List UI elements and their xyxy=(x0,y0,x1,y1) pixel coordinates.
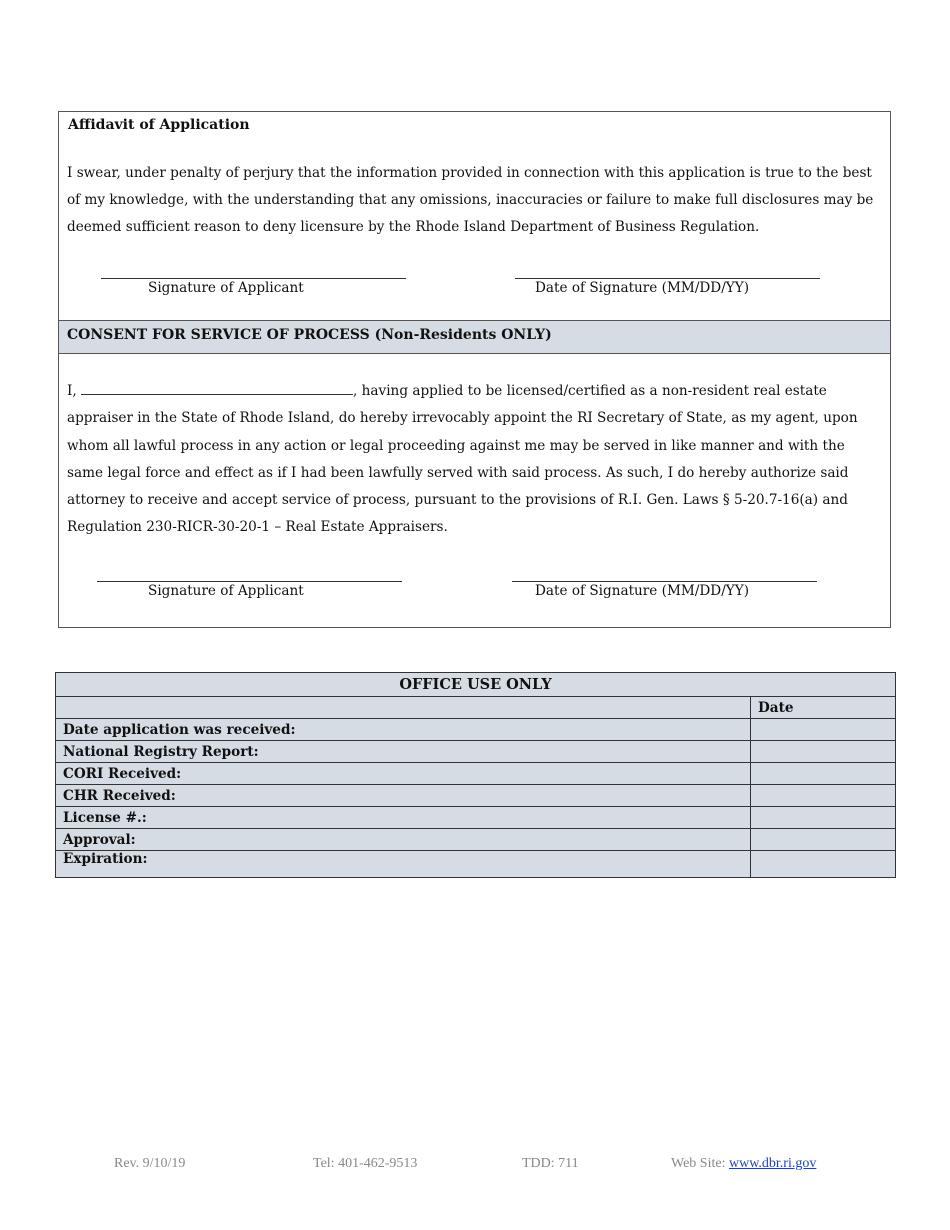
row-date-cell[interactable] xyxy=(751,807,896,829)
table-row xyxy=(56,829,896,851)
row-date-cell[interactable] xyxy=(751,851,896,878)
row-label: Approval: xyxy=(56,829,751,851)
row-label: National Registry Report: xyxy=(56,741,751,763)
consent-text xyxy=(67,378,882,542)
affidavit-section xyxy=(58,111,891,628)
row-label: Expiration: xyxy=(56,851,751,878)
footer-revision: Rev. 9/10/19 xyxy=(114,1156,186,1171)
affidavit-text: I swear, under penalty of perjury that the information provided in connection with this application is true to the best of my knowledge, with the understanding that any omissions, inaccuracies or failure to make full disclosures may be deemed sufficient reason to deny licensure by the Rhode Island Department of Business Regulation. xyxy=(67,165,874,235)
consent-body: , having applied to be licensed/certified as a non-resident real estate appraiser in the State of Rhode Island, do hereby irrevocably appoint the RI Secretary of State, as my agent, upon whom all lawful process in any action or legal proceeding against me may be served in like manner and with the same legal force and effect as if I had been lawfully served with said process. As such, I do hereby authorize said attorney to receive and accept service of process, pursuant to the provisions of R.I. Gen. Laws § 5-20.7-16(a) and Regulation 230-RICR-30-20-1 – Real Estate Appraisers. xyxy=(67,383,858,536)
footer-website xyxy=(671,1156,816,1172)
table-row xyxy=(56,785,896,807)
consent-header-bar xyxy=(59,320,890,354)
website-link[interactable]: www.dbr.ri.gov xyxy=(728,1156,817,1171)
consent-signature-label: Signature of Applicant xyxy=(148,583,304,599)
row-date-cell[interactable] xyxy=(751,829,896,851)
consent-date-label: Date of Signature (MM/DD/YY) xyxy=(535,583,750,599)
row-label: Date application was received: xyxy=(56,719,751,741)
table-row xyxy=(56,763,896,785)
table-row xyxy=(56,807,896,829)
applicant-name-blank[interactable] xyxy=(81,383,353,395)
consent-title: CONSENT FOR SERVICE OF PROCESS (Non-Residents ONLY) xyxy=(67,327,552,343)
affidavit-date-label: Date of Signature (MM/DD/YY) xyxy=(535,280,750,296)
office-use-table xyxy=(55,672,896,878)
consent-date-line[interactable] xyxy=(512,581,817,582)
row-date-cell[interactable] xyxy=(751,763,896,785)
table-row xyxy=(56,851,896,878)
row-label: CORI Received: xyxy=(56,763,751,785)
footer-website-label: Web Site: xyxy=(671,1156,726,1171)
consent-signature-line[interactable] xyxy=(97,581,402,582)
affidavit-title: Affidavit of Application xyxy=(68,117,250,133)
consent-prefix: I, xyxy=(67,383,77,399)
office-use-header-blank xyxy=(56,697,751,719)
affidavit-date-line[interactable] xyxy=(515,278,820,279)
date-column-header: Date xyxy=(751,697,896,719)
affidavit-signature-label: Signature of Applicant xyxy=(148,280,304,296)
row-date-cell[interactable] xyxy=(751,741,896,763)
footer-tdd: TDD: 711 xyxy=(522,1156,579,1171)
row-label: CHR Received: xyxy=(56,785,751,807)
affidavit-signature-line[interactable] xyxy=(101,278,406,279)
row-date-cell[interactable] xyxy=(751,719,896,741)
row-date-cell[interactable] xyxy=(751,785,896,807)
row-label: License #.: xyxy=(56,807,751,829)
footer-telephone: Tel: 401-462-9513 xyxy=(313,1156,418,1171)
table-row xyxy=(56,741,896,763)
office-use-title: OFFICE USE ONLY xyxy=(56,673,896,697)
table-row xyxy=(56,719,896,741)
